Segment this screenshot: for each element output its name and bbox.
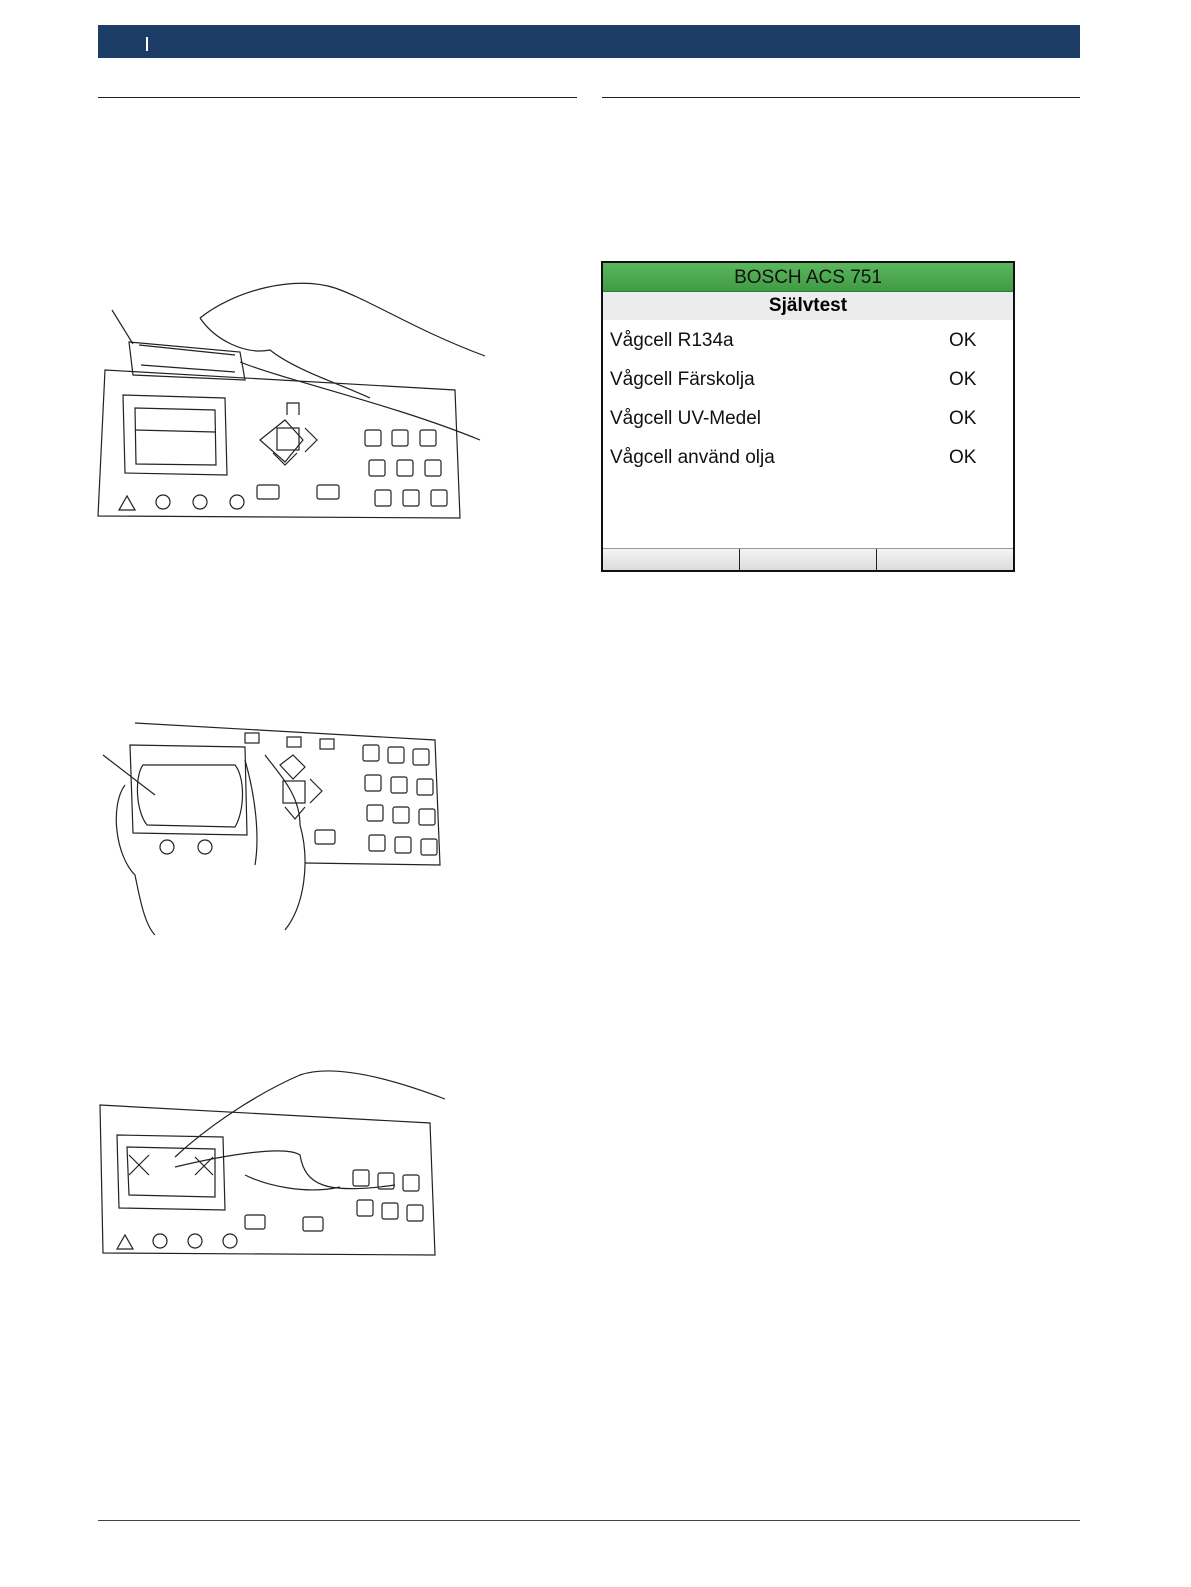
selftest-row: [610, 408, 1006, 434]
printer-cover-illustration: [95, 280, 495, 530]
selftest-row-label: Vågcell UV-Medel: [610, 408, 762, 429]
header-divider: [146, 37, 148, 51]
selftest-row: [610, 369, 1006, 395]
softkey-right[interactable]: [877, 549, 1013, 570]
selftest-row-status: OK: [949, 369, 977, 390]
softkey-bar: [603, 548, 1013, 570]
device-screen: [601, 261, 1015, 572]
printer-close-illustration: [95, 1065, 450, 1265]
screen-title: BOSCH ACS 751: [603, 263, 1013, 292]
selftest-row-status: OK: [949, 330, 977, 351]
left-column-rule: [98, 97, 577, 98]
selftest-row-status: OK: [949, 408, 977, 429]
selftest-row-label: Vågcell använd olja: [610, 447, 775, 468]
selftest-row-label: Vågcell Färskolja: [610, 369, 755, 390]
header-bar: [98, 25, 1080, 58]
footer-rule: [98, 1520, 1080, 1521]
paper-roll-illustration: [95, 715, 450, 940]
softkey-left[interactable]: [603, 549, 740, 570]
selftest-row-status: OK: [949, 447, 977, 468]
right-column-rule: [602, 97, 1080, 98]
screen-body: [603, 320, 1013, 544]
selftest-row-label: Vågcell R134a: [610, 330, 734, 351]
selftest-row: [610, 330, 1006, 356]
screen-subtitle: Självtest: [603, 292, 1013, 320]
selftest-row: [610, 447, 1006, 473]
softkey-middle[interactable]: [740, 549, 877, 570]
